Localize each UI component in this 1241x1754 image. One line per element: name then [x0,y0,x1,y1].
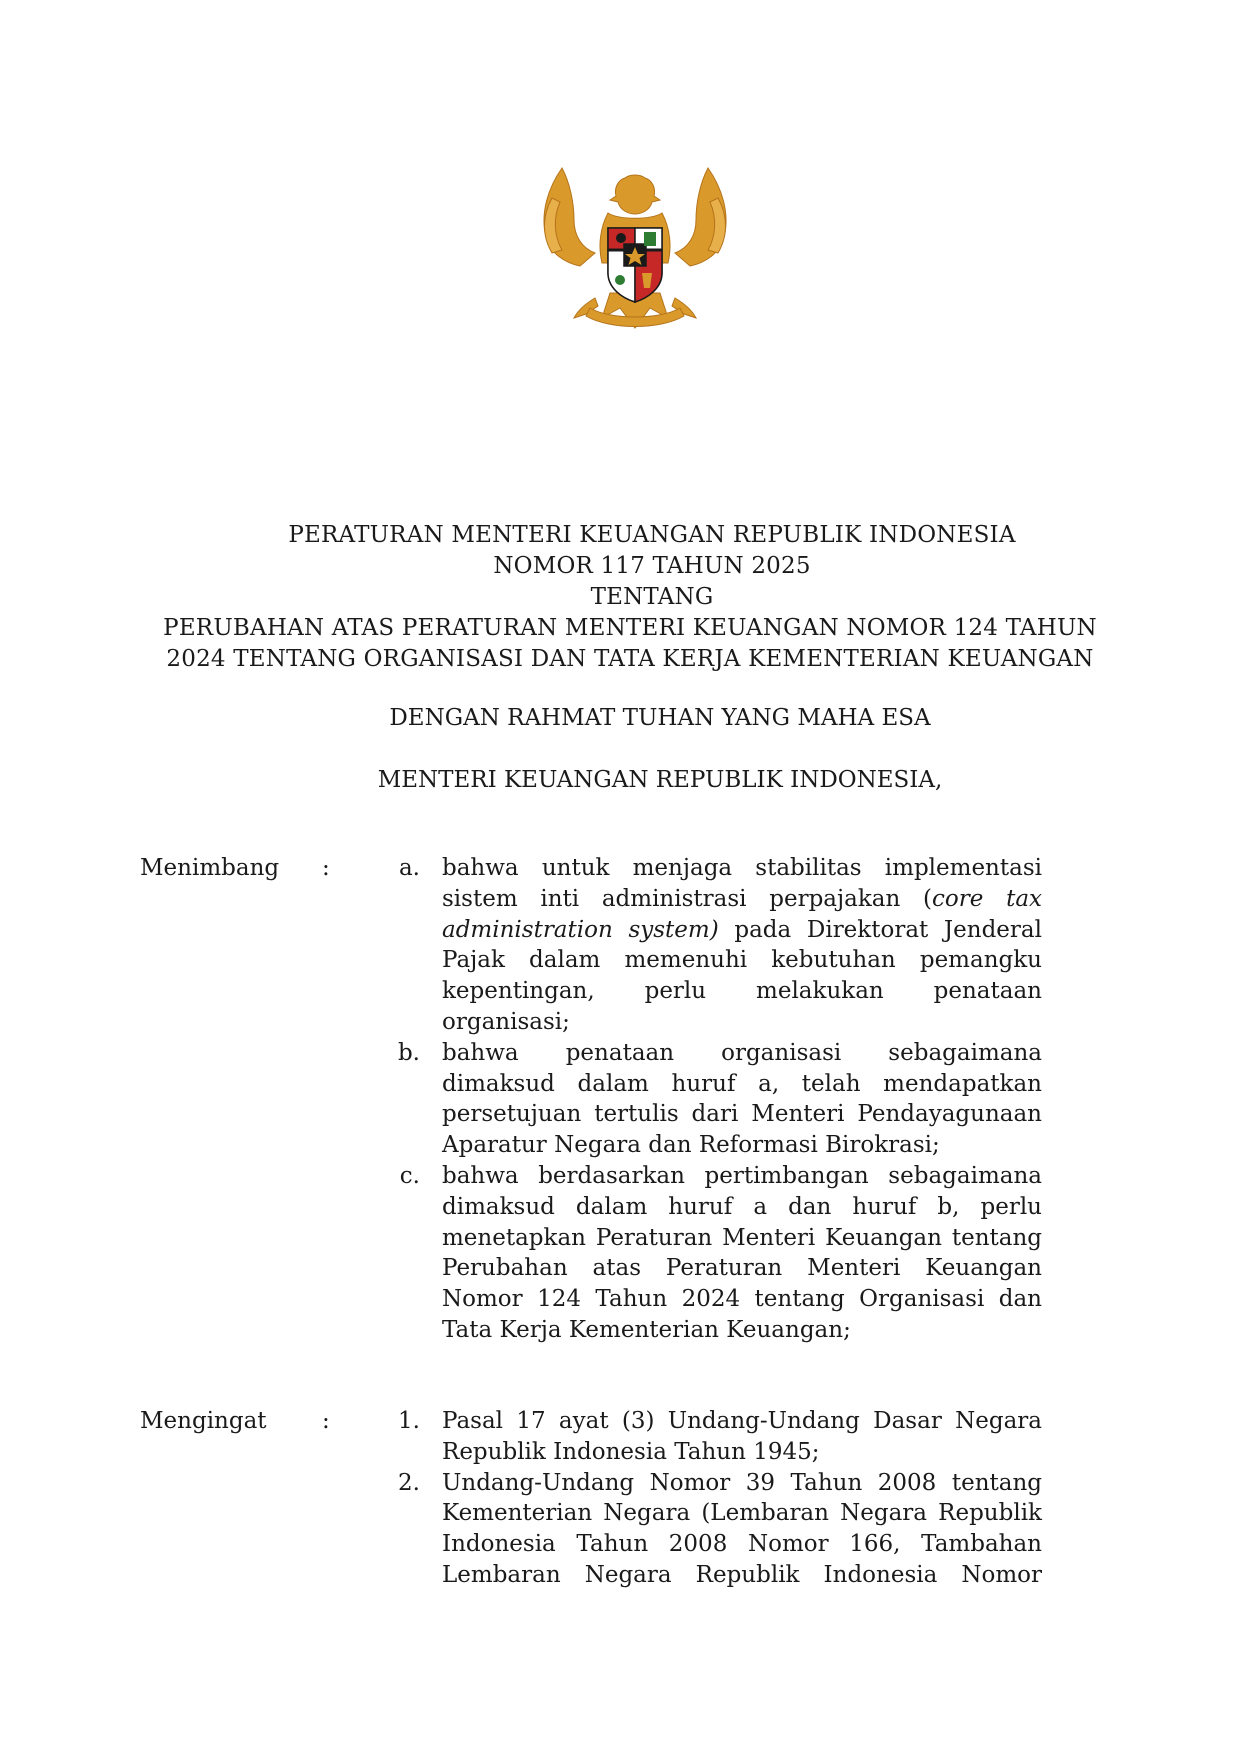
item-marker: c. [399,1162,420,1189]
item-text [442,853,1042,1038]
item-marker: 1. [398,1408,420,1434]
item-text-italic: core tax administration system) [442,885,1042,943]
item-text-part: pada Direktorat Jenderal Pajak dalam memenuhi kebutuhan pemangku kepentingan, perlu melakukan penataan organisasi; [442,916,1042,1035]
title-line-1: PERATURAN MENTERI KEUANGAN REPUBLIK INDONESIA [288,522,1016,548]
menimbang-section [140,853,1140,1373]
rahmat-line: DENGAN RAHMAT TUHAN YANG MAHA ESA [389,705,931,731]
section-colon: : [322,855,330,881]
section-colon: : [322,1408,330,1434]
item-text-part: bahwa untuk menjaga stabilitas implementasi sistem inti administrasi perpajakan ( [442,855,1042,912]
menteri-line: MENTERI KEUANGAN REPUBLIK INDONESIA, [377,767,943,793]
list-item [380,1406,1170,1468]
item-text: bahwa penataan organisasi sebagaimana dimaksud dalam huruf a, telah mendapatkan persetujuan tertulis dari Menteri Pendayagunaan Aparatur Negara dan Reformasi Birokrasi; [442,1039,1042,1159]
document-title [140,520,1120,675]
section-label: Mengingat [140,1408,267,1434]
title-line-3: TENTANG [590,584,714,610]
garuda-pancasila-emblem [490,158,780,336]
item-marker: a. [398,855,420,881]
section-label: Menimbang [140,855,280,881]
list-item [380,853,1170,1038]
mengingat-list [380,1406,1170,1591]
list-item [380,1038,1170,1161]
title-line-2: NOMOR 117 TAHUN 2025 [493,553,811,579]
item-marker: b. [397,1039,420,1066]
item-text: bahwa berdasarkan pertimbangan sebagaimana dimaksud dalam huruf a dan huruf b, perlu menetapkan Peraturan Menteri Keuangan tentang Perubahan atas Peraturan Menteri Keuangan Nomor 124 Tahun 2024 tentang Organisasi dan Tata Kerja Kementerian Keuangan; [442,1162,1042,1343]
title-line-4: PERUBAHAN ATAS PERATURAN MENTERI KEUANGAN NOMOR 124 TAHUN [163,615,1097,641]
list-item [380,1161,1170,1346]
item-text: Pasal 17 ayat (3) Undang-Undang Dasar Negara Republik Indonesia Tahun 1945; [442,1408,1042,1465]
item-text: Undang-Undang Nomor 39 Tahun 2008 tentang Kementerian Negara (Lembaran Negara Republik Indonesia Tahun 2008 Nomor 166, Tambahan Lembaran Negara Republik Indonesia Nomor [442,1469,1042,1588]
garuda-emblem-graphic [490,158,780,336]
title-line-5: 2024 TENTANG ORGANISASI DAN TATA KERJA KEMENTERIAN KEUANGAN [166,646,1094,672]
menimbang-list [380,853,1170,1346]
list-item [380,1468,1170,1591]
mengingat-section [140,1406,1140,1616]
item-marker: 2. [398,1469,420,1496]
